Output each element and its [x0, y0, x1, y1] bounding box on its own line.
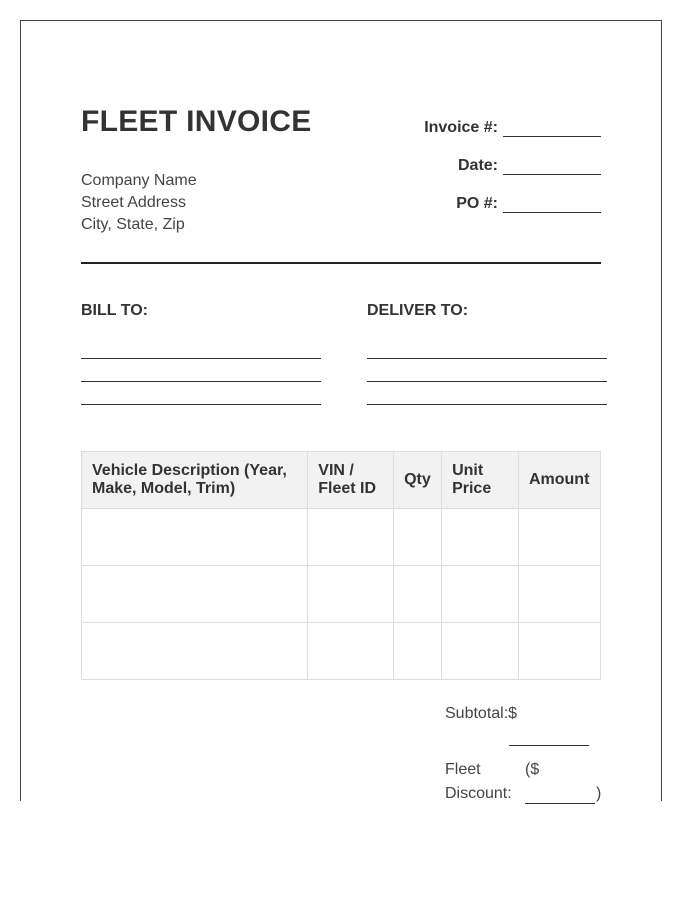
- company-city: City, State, Zip: [81, 216, 185, 233]
- table-cell[interactable]: [308, 623, 394, 680]
- subtotal-field[interactable]: [509, 727, 589, 746]
- deliver-to-label: DELIVER TO:: [367, 302, 469, 319]
- date-row: [341, 137, 601, 175]
- table-cell[interactable]: [82, 566, 308, 623]
- table-cell[interactable]: [518, 509, 600, 566]
- invoice-number-row: [341, 99, 601, 137]
- table-cell[interactable]: [82, 509, 308, 566]
- po-row: [341, 175, 601, 213]
- table-cell[interactable]: [442, 509, 519, 566]
- date-field[interactable]: [503, 156, 601, 175]
- discount-paren-close: ): [596, 785, 602, 802]
- po-field[interactable]: [503, 194, 601, 213]
- deliver-to-section: [367, 302, 607, 405]
- table-cell[interactable]: [308, 509, 394, 566]
- header-divider: [81, 262, 601, 264]
- bill-to-line[interactable]: [81, 359, 321, 382]
- header-amount: Amount: [518, 452, 600, 509]
- table-cell[interactable]: [518, 566, 600, 623]
- invoice-meta: [341, 99, 601, 213]
- table-row: [82, 623, 601, 680]
- fleet-discount-label-line1: Fleet: [445, 761, 481, 778]
- fleet-discount-label-line2: Discount:: [445, 785, 512, 802]
- table-cell[interactable]: [394, 623, 442, 680]
- table-row: [82, 509, 601, 566]
- invoice-page: [20, 20, 662, 801]
- header-unit-price: Unit Price: [442, 452, 519, 509]
- invoice-number-label: Invoice #:: [424, 119, 498, 136]
- po-label: PO #:: [456, 195, 498, 212]
- subtotal-label: Subtotal:$: [445, 705, 518, 722]
- table-cell[interactable]: [442, 566, 519, 623]
- table-cell[interactable]: [518, 623, 600, 680]
- bill-to-line[interactable]: [81, 336, 321, 359]
- header-vehicle-description: Vehicle Description (Year, Make, Model, Trim): [82, 452, 308, 509]
- fleet-discount-field[interactable]: [525, 787, 595, 804]
- table-cell[interactable]: [308, 566, 394, 623]
- discount-paren-open: ($: [525, 761, 540, 778]
- table-cell[interactable]: [82, 623, 308, 680]
- company-block: [81, 170, 197, 236]
- bill-to-line[interactable]: [81, 382, 321, 405]
- invoice-title: FLEET INVOICE: [81, 105, 312, 138]
- bill-to-section: [81, 302, 321, 405]
- header-qty: Qty: [394, 452, 442, 509]
- company-name: Company Name: [81, 172, 197, 189]
- table-row: [82, 566, 601, 623]
- line-items-table: [81, 451, 601, 680]
- invoice-number-field[interactable]: [503, 118, 601, 137]
- table-cell[interactable]: [394, 566, 442, 623]
- deliver-to-line[interactable]: [367, 359, 607, 382]
- header-vin-fleet-id: VIN / Fleet ID: [308, 452, 394, 509]
- table-cell[interactable]: [442, 623, 519, 680]
- deliver-to-line[interactable]: [367, 382, 607, 405]
- company-street: Street Address: [81, 194, 186, 211]
- date-label: Date:: [457, 157, 498, 174]
- table-cell[interactable]: [394, 509, 442, 566]
- deliver-to-line[interactable]: [367, 336, 607, 359]
- bill-to-label: BILL TO:: [81, 302, 148, 319]
- table-header-row: [82, 452, 601, 509]
